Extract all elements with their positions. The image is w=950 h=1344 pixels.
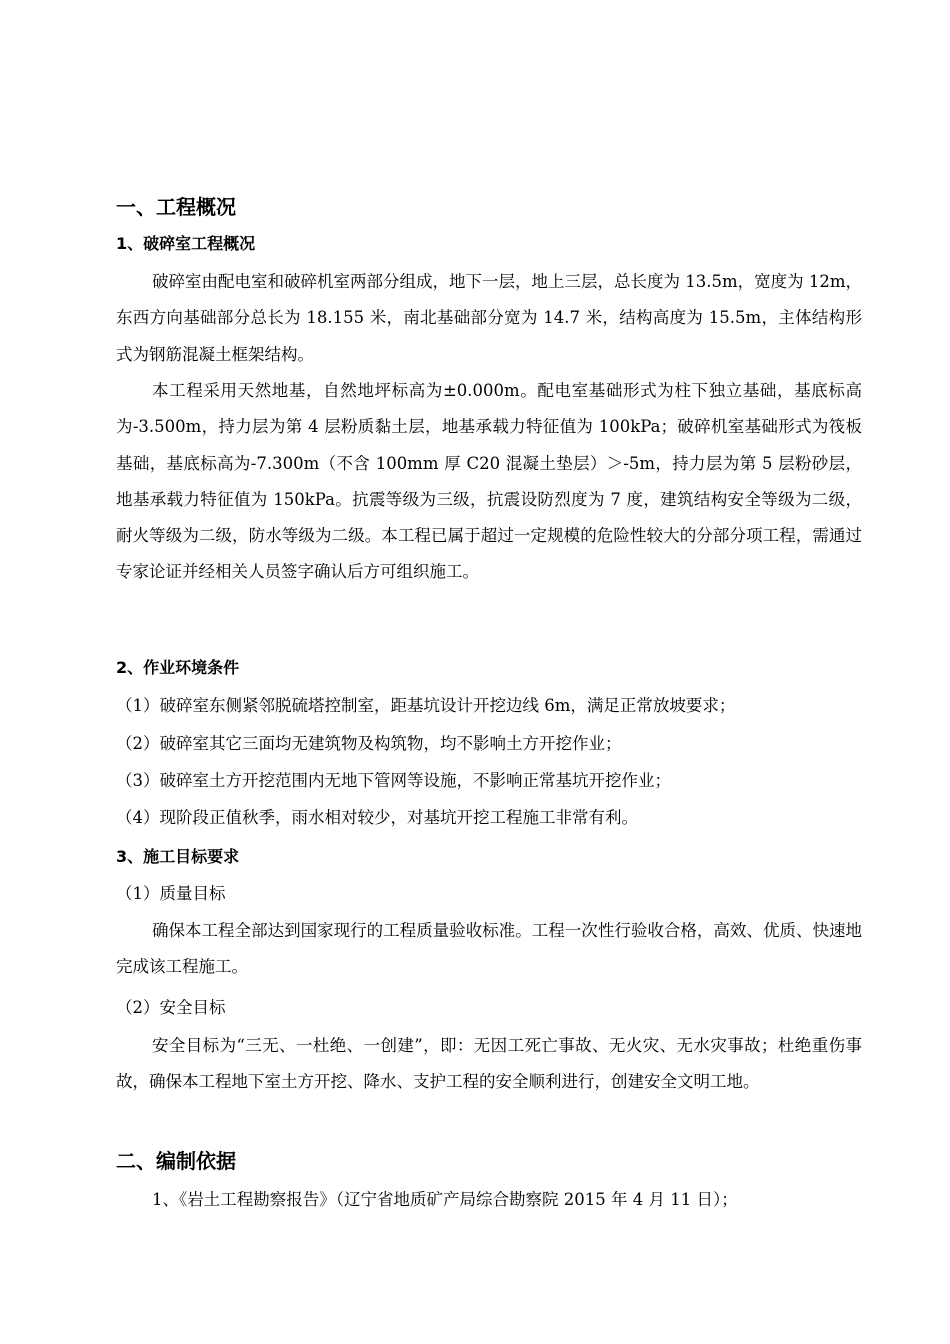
basis-item: 1、《岩土工程勘察报告》（辽宁省地质矿产局综合勘察院 2015 年 4 月 11 日）； xyxy=(152,1190,738,1209)
overview-paragraph: 破碎室由配电室和破碎机室两部分组成，地下一层，地上三层，总长度为 13.5m，宽度为 12m，东西方向基础部分总长为 18.155 米，南北基础部分宽为 14.7 米，结构高度为 15.5m，主体结构形式为钢筋混凝土框架结构。 xyxy=(116,272,863,364)
safety-target-text: 安全目标为“三无、一杜绝、一创建”，即：无因工死亡事故、无火灾、无水灾事故；杜绝重伤事故，确保本工程地下室土方开挖、降水、支护工程的安全顺利进行，创建安全文明工地。 xyxy=(116,1036,862,1092)
environment-item: （3）破碎室土方开挖范围内无地下管网等设施，不影响正常基坑开挖作业； xyxy=(116,771,671,790)
environment-item: （4）现阶段正值秋季，雨水相对较少，对基坑开挖工程施工非常有利。 xyxy=(116,808,638,827)
section-2-heading: 二、编制依据 xyxy=(116,1149,236,1173)
safety-target-label: （2）安全目标 xyxy=(116,998,226,1017)
subsection-3-heading: 3、施工目标要求 xyxy=(116,847,240,866)
subsection-2-heading: 2、作业环境条件 xyxy=(116,658,240,677)
subsection-1-heading: 1、破碎室工程概况 xyxy=(116,234,256,253)
section-1-heading: 一、工程概况 xyxy=(116,195,236,219)
foundation-paragraph: 本工程采用天然地基，自然地坪标高为±0.000m。配电室基础形式为柱下独立基础，基底标高为-3.500m，持力层为第 4 层粉质黏土层，地基承载力特征值为 100kPa；破碎机室基础形式为筏板基础，基底标高为-7.300m（不含 100mm 厚 C20 混凝土垫层）＞-5m，持力层为第 5 层粉砂层，地基承载力特征值为 150kPa。抗震等级为三级，抗震设防烈度为 7 度，建筑结构安全等级为二级，耐火等级为二级，防水等级为二级。本工程已属于超过一定规模的危险性较大的分部分项工程，需通过专家论证并经相关人员签字确认后方可组织施工。 xyxy=(116,381,862,582)
quality-target-label: （1）质量目标 xyxy=(116,884,226,903)
environment-item: （2）破碎室其它三面均无建筑物及构筑物，均不影响土方开挖作业； xyxy=(116,734,622,753)
quality-target-text: 确保本工程全部达到国家现行的工程质量验收标准。工程一次性行验收合格，高效、优质、快速地完成该工程施工。 xyxy=(116,921,862,977)
environment-item: （1）破碎室东侧紧邻脱硫塔控制室，距基坑设计开挖边线 6m，满足正常放坡要求； xyxy=(116,696,736,715)
